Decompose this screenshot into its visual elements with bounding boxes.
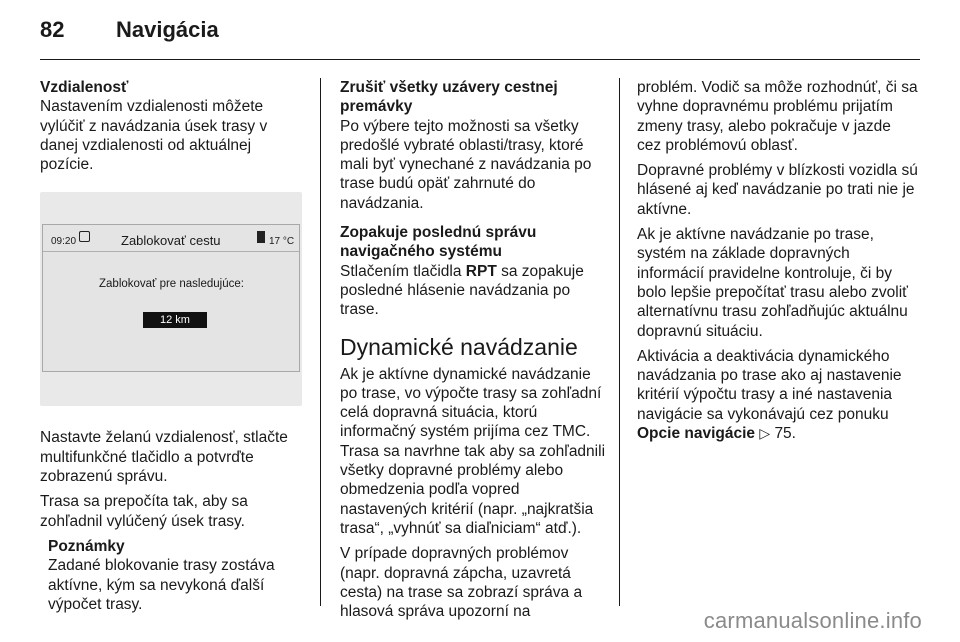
cancel-section xyxy=(340,78,608,213)
column-3 xyxy=(637,78,919,449)
display-distance-value: 12 km xyxy=(143,312,207,328)
repeat-heading: Zopakuje poslednú správu navigačného systému xyxy=(340,224,537,261)
distance-section xyxy=(40,78,308,174)
note-text: Zadané blokovanie trasy zostáva aktívne, kým sa nevykoná ďalší výpočet trasy. xyxy=(48,557,275,613)
repeat-text-post: sa zopakuje posledné hlásenie navádzania po trase. xyxy=(340,262,584,319)
display-screenshot xyxy=(40,192,302,406)
back-icon xyxy=(79,231,90,242)
distance-heading: Vzdialenosť xyxy=(40,79,129,96)
dynamic-heading: Dynamické navádzanie xyxy=(340,333,578,360)
toggle-text-pre: Aktivácia a deaktivácia dynamického navádzania po trase ako aj nastavenie kritérií výpočtu trasy a iné nastavenia navigácie sa vykonávajú cez ponuku xyxy=(637,347,902,423)
set-distance-text: Nastavte želanú vzdialenosť, stlačte multifunkčné tlačidlo a potvrďte zobrazenú správu. xyxy=(40,429,288,486)
section-title: Navigácia xyxy=(116,17,219,42)
cancel-heading: Zrušiť všetky uzávery cestnej premávky xyxy=(340,79,558,116)
column-divider xyxy=(619,78,620,606)
page-reference-icon: ▷ xyxy=(759,425,771,442)
problems-text: V prípade dopravných problémov (napr. dopravná zápcha, uzavretá cesta) na trase sa zobrazí správa a hlasová správa upozorní na xyxy=(340,545,583,621)
page-reference[interactable]: 75. xyxy=(774,425,796,443)
rpt-key: RPT xyxy=(465,262,497,280)
nearby-text: Dopravné problémy v blízkosti vozidla sú hlásené aj keď navádzanie po trati nie je aktívne. xyxy=(637,162,918,218)
column-2 xyxy=(340,78,608,627)
display-message: Zablokovať pre nasledujúce: xyxy=(99,278,244,291)
display-status-bar xyxy=(43,225,299,252)
column-1 xyxy=(40,78,308,620)
dynamic-text: Ak je aktívne dynamické navádzanie po trase, vo výpočte trasy sa zohľadní celá dopravná situácia, ktorú informačný systém prijíma cez TMC. Trasa sa navrhne tak aby sa zohľadnili všetky dopravné problémy alebo obmedzenia podľa vopred nastavených kritérií (napr. „najkratšia trasa“, „vyhnúť sa diaľniciam“ atď.). xyxy=(340,365,606,537)
cancel-text: Po výbere tejto možnosti sa všetky predošlé vybraté oblasti/trasy, ktoré mali byť vynechané z navádzania po trase budú opäť zahrnuté do navádzania. xyxy=(340,117,592,212)
display-screen xyxy=(42,224,300,372)
recalc-text: Trasa sa prepočíta tak, aby sa zohľadnil vylúčený úsek trasy. xyxy=(40,493,248,530)
header-rule xyxy=(40,59,920,60)
note xyxy=(40,537,308,614)
page-number: 82 xyxy=(40,17,65,42)
column-divider xyxy=(320,78,321,606)
display-time: 09:20 xyxy=(51,236,77,248)
continue-text: problém. Vodič sa môže rozhodnúť, či sa vyhne dopravnému problému prijatím zmeny trasy, alebo pokračuje v jazde cez problémovú oblasť. xyxy=(637,79,918,154)
watermark: carmanualsonline.info xyxy=(703,608,922,633)
active-text: Ak je aktívne navádzanie po trase, systém na základe dopravných informácií pravidelne kontroluje, či by bolo lepšie prepočítať trasu alebo zvoliť alternatívnu trasu zohľadňujúc aktuálnu dopravnú situáciu. xyxy=(637,226,908,340)
page-header xyxy=(40,17,219,43)
display-temperature: 17 °C xyxy=(269,236,295,248)
repeat-section xyxy=(340,223,608,319)
fuel-icon xyxy=(257,231,265,243)
menu-name: Opcie navigácie xyxy=(637,425,756,443)
repeat-text-pre: Stlačením tlačidla xyxy=(340,262,466,280)
note-heading: Poznámky xyxy=(48,537,125,555)
distance-text: Nastavením vzdialenosti môžete vylúčiť z navádzania úsek trasy v danej vzdialenosti od aktuálnej pozície. xyxy=(40,98,268,174)
toggle-text xyxy=(637,347,919,443)
display-title: Zablokovať cestu xyxy=(121,233,221,249)
